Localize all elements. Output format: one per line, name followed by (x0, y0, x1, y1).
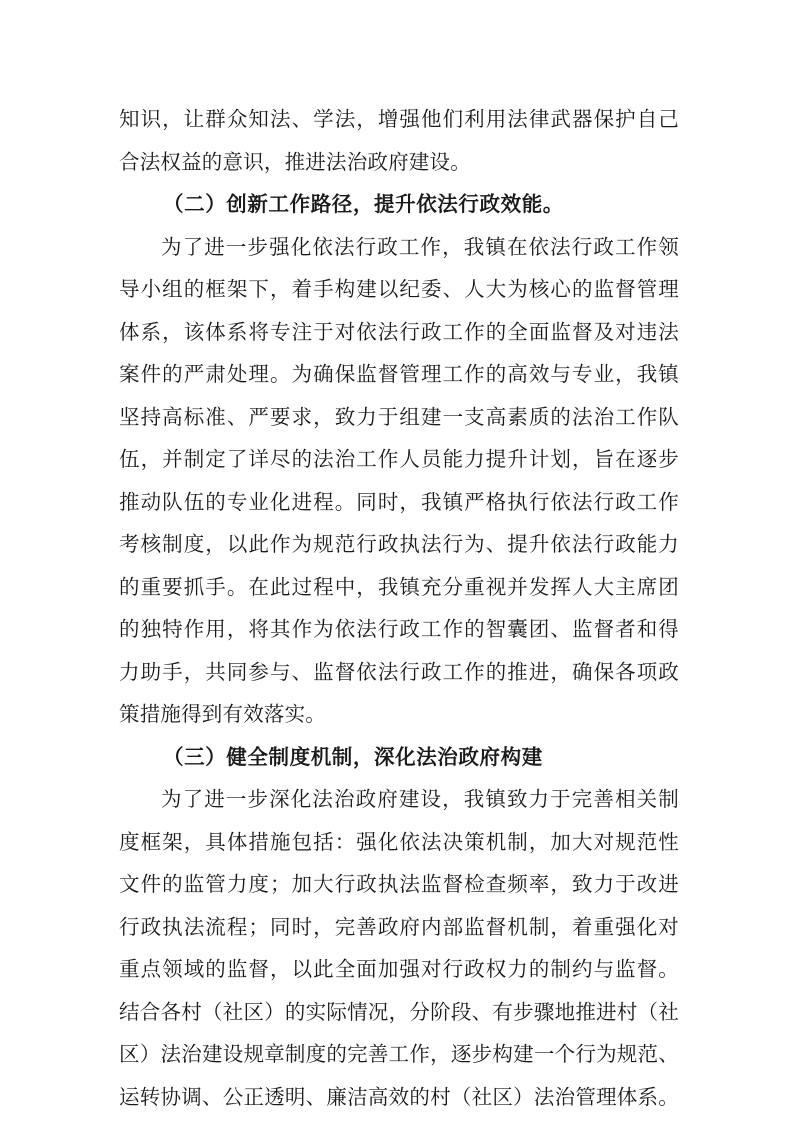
section-3-paragraph (119, 778, 679, 1118)
text-line: 知识，让群众知法、学法，增强他们利用法律武器保护自己 (119, 107, 679, 131)
section-heading-3: （三）健全制度机制，深化法治政府构建 (163, 744, 543, 769)
text-line: 区）法治建设规章制度的完善工作，逐步构建一个行为规范、 (119, 1042, 679, 1066)
text-line: 为了进一步深化法治政府建设，我镇致力于完善相关制 (161, 787, 679, 811)
text-line: 导小组的框架下，着手构建以纪委、人大为核心的监督管理 (119, 277, 679, 301)
text-line: 伍，并制定了详尽的法治工作人员能力提升计划，旨在逐步 (119, 447, 679, 471)
text-line: 力助手，共同参与、监督依法行政工作的推进，确保各项政 (119, 659, 679, 684)
text-line: 度框架，具体措施包括：强化依法决策机制，加大对规范性 (119, 829, 679, 854)
text-line: 为了进一步强化依法行政工作，我镇在依法行政工作领 (161, 234, 679, 259)
section-heading-2: （二）创新工作路径，提升依法行政效能。 (163, 192, 564, 216)
text-line: 案件的严肃处理。为确保监督管理工作的高效与专业，我镇 (119, 362, 679, 386)
text-line: 策措施得到有效落实。 (119, 702, 326, 726)
text-line: 的重要抓手。在此过程中，我镇充分重视并发挥人大主席团 (119, 574, 679, 599)
text-line: 结合各村（社区）的实际情况，分阶段、有步骤地推进村（社 (119, 999, 679, 1024)
text-line: 运转协调、公正透明、廉洁高效的村（社区）法治管理体系。 (119, 1084, 679, 1109)
text-line: 坚持高标准、严要求，致力于组建一支高素质的法治工作队 (119, 404, 679, 429)
text-line: 行政执法流程；同时，完善政府内部监督机制，着重强化对 (119, 914, 679, 939)
intro-paragraph (119, 98, 679, 183)
text-line: 文件的监管力度；加大行政执法监督检查频率，致力于改进 (119, 872, 679, 896)
text-line: 考核制度，以此作为规范行政执法行为、提升依法行政能力 (119, 532, 679, 556)
text-line: 体系，该体系将专注于对依法行政工作的全面监督及对违法 (119, 319, 679, 344)
section-2-paragraph (119, 226, 679, 736)
text-line: 重点领域的监督，以此全面加强对行政权力的制约与监督。 (119, 957, 679, 981)
document-body (119, 98, 679, 1118)
text-line: 合法权益的意识，推进法治政府建设。 (119, 149, 471, 174)
text-line: 推动队伍的专业化进程。同时，我镇严格执行依法行政工作 (119, 489, 679, 514)
text-line: 的独特作用，将其作为依法行政工作的智囊团、监督者和得 (119, 617, 679, 641)
